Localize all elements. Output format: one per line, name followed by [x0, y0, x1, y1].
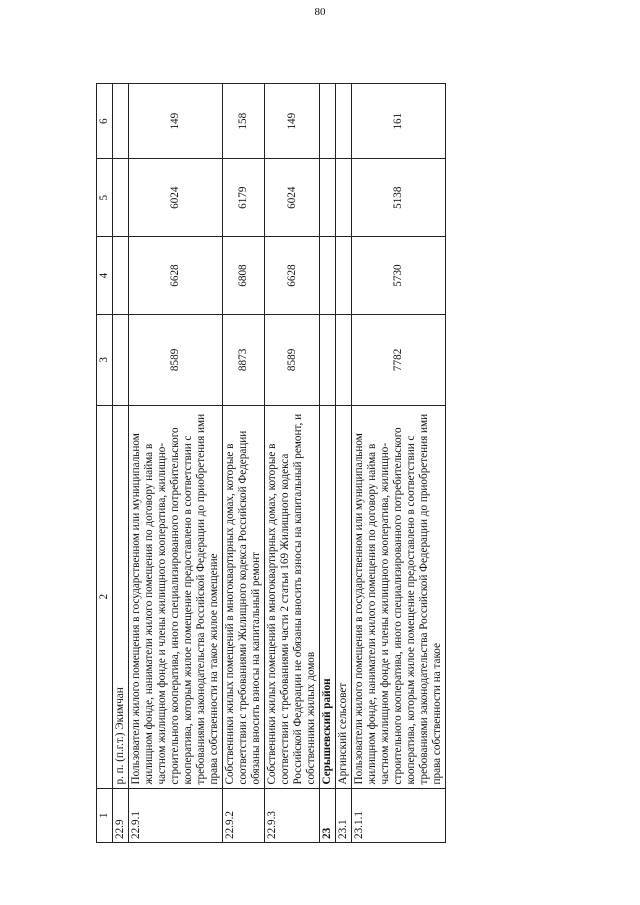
row-value-col4: 6628	[129, 237, 223, 315]
row-value-col6: 158	[223, 84, 265, 159]
row-code-cell: 22.9.3	[265, 788, 320, 842]
row-description-cell: Пользователи жилого помещения в государственном или муниципальном жилищном фонде, наниматели жилого помещения по договору найма в частном жилищном фонде и члены жилищного кооператива, жилищно-строительного кооператива, иного специализированного потребительского кооператива, которым жилое помещение предоставлено в соответствии с требованиями законодательства Российской Федерации до приобретения ими права собственности на такое	[352, 405, 446, 788]
row-value-col5: 6179	[223, 159, 265, 237]
row-value-col3	[113, 314, 129, 405]
row-value-col3	[320, 314, 336, 405]
header-cell-2: 2	[97, 405, 113, 788]
rotated-table-wrapper	[96, 83, 591, 843]
row-value-col5	[113, 159, 129, 237]
row-value-col5: 5138	[352, 159, 446, 237]
tariff-table	[96, 83, 446, 843]
table-row	[336, 84, 352, 843]
table-row	[265, 84, 320, 843]
row-description-cell: Собственники жилых помещений в многоквартирных домах, которые в соответствии с требованиями части 2 статьи 169 Жилищного кодекса Российской Федерации не обязаны вносить взносы на капитальный ремонт, и собственники жилых домов	[265, 405, 320, 788]
row-value-col4	[336, 237, 352, 315]
row-value-col3: 8873	[223, 314, 265, 405]
row-value-col4: 6628	[265, 237, 320, 315]
row-value-col6: 149	[265, 84, 320, 159]
row-value-col6: 161	[352, 84, 446, 159]
row-value-col3: 7782	[352, 314, 446, 405]
row-description-cell: Собственники жилых помещений в многоквартирных домах, которые в соответствии с требованиями Жилищного кодекса Российской Федерации обязаны вносить взносы на капитальный ремонт	[223, 405, 265, 788]
header-cell-3: 3	[97, 314, 113, 405]
row-value-col3	[336, 314, 352, 405]
page-number: 80	[314, 6, 326, 18]
table-row	[320, 84, 336, 843]
row-value-col3: 8589	[265, 314, 320, 405]
header-row	[97, 84, 113, 843]
row-code-cell: 22.9.1	[129, 788, 223, 842]
header-cell-6: 6	[97, 84, 113, 159]
table-row	[352, 84, 446, 843]
row-description-cell: Пользователи жилого помещения в государственном или муниципальном жилищном фонде, наниматели жилого помещения по договору найма в частном жилищном фонде и члены жилищного кооператива, жилищно-строительного кооператива, иного специализированного потребительского кооператива, которым жилое помещение предоставлено в соответствии с требованиями законодательства Российской Федерации до приобретения ими права собственности на такое жилое помещение	[129, 405, 223, 788]
row-value-col5	[320, 159, 336, 237]
row-code-cell: 23	[320, 788, 336, 842]
row-code-cell: 23.1.1	[352, 788, 446, 842]
row-value-col4	[113, 237, 129, 315]
row-description-cell: Аргинский сельсовет	[336, 405, 352, 788]
header-cell-1: 1	[97, 788, 113, 842]
row-value-col6	[113, 84, 129, 159]
row-value-col4	[320, 237, 336, 315]
row-code-cell: 22.9	[113, 788, 129, 842]
header-cell-5: 5	[97, 159, 113, 237]
row-description-cell: Серышевский район	[320, 405, 336, 788]
row-value-col5: 6024	[265, 159, 320, 237]
row-value-col6: 149	[129, 84, 223, 159]
row-value-col4: 6808	[223, 237, 265, 315]
row-value-col5: 6024	[129, 159, 223, 237]
row-value-col6	[336, 84, 352, 159]
row-value-col5	[336, 159, 352, 237]
table-row	[129, 84, 223, 843]
header-cell-4: 4	[97, 237, 113, 315]
row-code-cell: 22.9.2	[223, 788, 265, 842]
table-row	[223, 84, 265, 843]
row-value-col4: 5730	[352, 237, 446, 315]
row-description-cell: р. п. (п.г.т.) Экимчан	[113, 405, 129, 788]
row-value-col6	[320, 84, 336, 159]
table-row	[113, 84, 129, 843]
row-value-col3: 8589	[129, 314, 223, 405]
row-code-cell: 23.1	[336, 788, 352, 842]
